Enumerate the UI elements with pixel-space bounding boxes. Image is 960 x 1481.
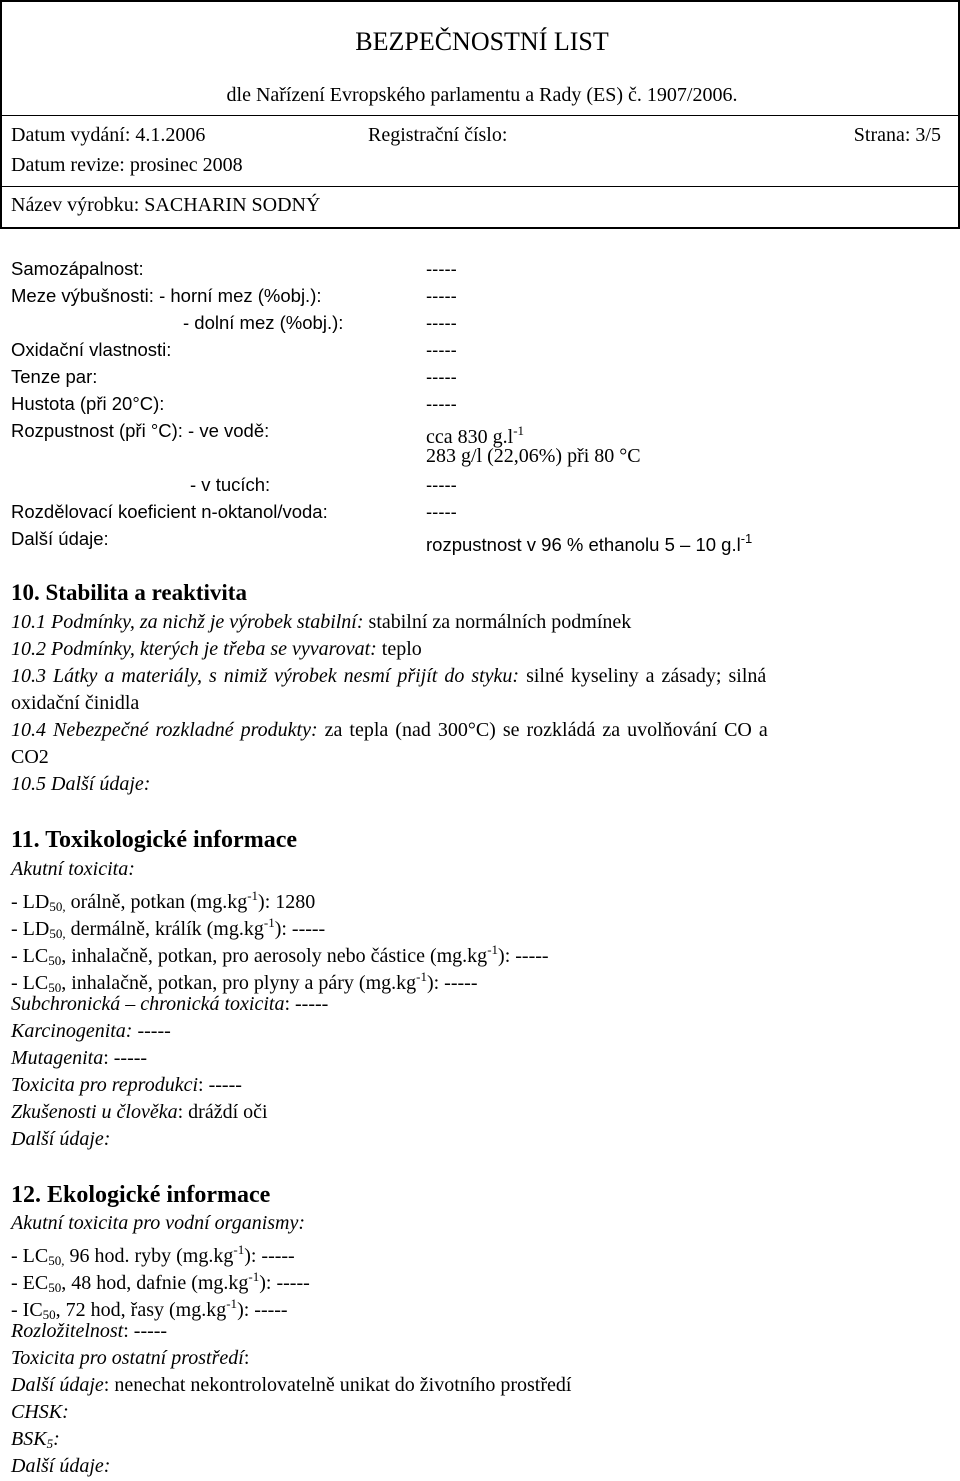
item-text: - LD [11,891,50,913]
ecotox-item: CHSK: [11,1401,69,1423]
paragraph [11,718,768,742]
item-label: Subchronická – chronická toxicita [11,993,285,1015]
property-value: ----- [426,312,457,333]
item-sub: 5 [46,1436,54,1451]
item-sub: 50 [48,953,62,968]
item-text: orálně, potkan (mg.kg [65,891,248,913]
paragraph-value: stabilní za normálních podmínek [363,611,632,633]
item-text: - IC [11,1299,43,1321]
paragraph-label: Další údaje: [11,1455,111,1477]
item-text: , 48 hod, dafnie (mg.kg [61,1272,249,1294]
item-value: : ----- [284,993,329,1015]
item-text: - LC [11,972,49,994]
property-value [426,527,752,557]
item-text: - EC [11,1272,49,1294]
item-label: Karcinogenita: [11,1020,133,1042]
item-text: ): ----- [259,1272,310,1294]
item-text: , 72 hod, řasy (mg.kg [55,1299,227,1321]
property-label: Hustota (při 20°C): [11,393,165,414]
item-text: 96 hod. ryby (mg.kg [64,1245,234,1267]
property-value: ----- [426,501,457,522]
item-sub: 50, [49,926,66,941]
property-label: - v tucích: [190,474,271,495]
property-label: Rozdělovací koeficient n-oktanol/voda: [11,501,328,522]
item-label: : [53,1428,60,1450]
item-text: ): ----- [237,1299,288,1321]
solubility-value-sup: -1 [513,423,525,438]
page-number: Strana: 3/5 [853,124,941,146]
property-label: Rozpustnost (při °C): - ve vodě: [11,420,270,441]
paragraph-continuation: oxidační činidla [11,692,140,714]
section-heading: 12. Ekologické informace [11,1182,271,1208]
item-sub: 50, [49,899,66,914]
item-sub: 50, [48,1253,65,1268]
item-sub: 50 [48,980,62,995]
property-value: ----- [426,285,457,306]
section-heading: 11. Toxikologické informace [11,827,298,853]
property-label: Tenze par: [11,366,98,387]
ecotox-item [11,1373,571,1397]
document-title: BEZPEČNOSTNÍ LIST [355,27,609,56]
registration-number: Registrační číslo: [368,124,508,146]
item-sup: -1 [247,888,259,903]
item-value: : [243,1347,250,1369]
toxicity-item [11,1073,242,1097]
toxicity-item [11,992,328,1016]
property-value: ----- [426,339,457,360]
item-text: ): ----- [498,945,549,967]
item-sup: -1 [248,1269,260,1284]
item-label: Rozložitelnost [11,1320,124,1342]
paragraph-value: za tepla (nad 300°C) se rozkládá za uvolňování CO a [317,719,768,741]
item-sup: -1 [487,942,499,957]
item-text: ): ----- [274,918,326,940]
paragraph-value: teplo [376,638,422,660]
section-heading: 10. Stabilita a reaktivita [11,580,247,605]
ecotox-item [11,1346,249,1370]
paragraph-label: 10.4 Nebezpečné rozkladné produkty: [11,719,318,741]
item-label: Zkušenosti u člověka [11,1101,178,1123]
item-text: - LC [11,945,49,967]
paragraph [11,664,766,688]
paragraph-label: Akutní toxicita pro vodní organismy: [11,1212,306,1234]
item-value: : dráždí oči [177,1101,268,1123]
paragraph-value: silné kyseliny a zásady; silná [519,665,767,687]
property-label: Další údaje: [11,528,109,549]
property-value: ----- [426,258,457,279]
item-text: ): 1280 [258,891,316,913]
ecotox-item [11,1319,167,1343]
product-name: Název výrobku: SACHARIN SODNÝ [11,194,321,216]
property-label: - dolní mez (%obj.): [183,312,344,333]
item-sup: -1 [416,969,427,984]
paragraph-continuation: CO2 [11,746,49,768]
item-value: : ----- [103,1047,148,1069]
paragraph-label: Další údaje: [11,1128,111,1150]
document-header [0,0,960,229]
document-subtitle: dle Nařízení Evropského parlamentu a Rady (ES) č. 1907/2006. [226,84,738,106]
paragraph-label: 10.3 Látky a materiály, s nimiž výrobek nesmí přijít do styku: [11,665,520,687]
item-text: dermálně, králík (mg.kg [65,918,264,940]
item-value: : nenechat nekontrolovatelně unikat do životního prostředí [103,1374,572,1396]
item-sup: -1 [226,1296,238,1311]
other-value-sup: -1 [740,531,753,546]
item-sub: 50 [42,1307,56,1322]
property-value: ----- [426,474,457,495]
property-label: Oxidační vlastnosti: [11,339,172,360]
item-text: , inhalačně, potkan, pro plyny a páry (mg.kg [61,972,417,994]
item-text: - LD [11,918,50,940]
solubility-value-text: cca 830 g.l [426,426,514,448]
property-value: 283 g/l (22,06%) při 80 °C [426,445,641,467]
date-issued: Datum vydání: 4.1.2006 [11,124,206,146]
paragraph-label: 10.5 Další údaje: [11,773,151,795]
toxicity-item [11,1100,268,1124]
item-label: Mutagenita [11,1047,104,1069]
item-sub: 50 [48,1280,62,1295]
item-text: ): ----- [426,972,478,994]
item-value: ----- [132,1020,171,1042]
header-divider [2,115,960,116]
item-text: , inhalačně, potkan, pro aerosoly nebo částice (mg.kg [61,945,488,967]
item-label: Další údaje [11,1374,104,1396]
ecotox-item [11,1427,60,1456]
paragraph-label: 10.2 Podmínky, kterých je třeba se vyvarovat: [11,638,377,660]
item-value: : ----- [198,1074,242,1096]
property-label: Meze výbušnosti: - horní mez (%obj.): [11,285,322,306]
paragraph [11,610,631,634]
item-label: BSK [11,1428,47,1450]
property-value: ----- [426,366,457,387]
item-sup: -1 [263,915,275,930]
item-text: ): ----- [244,1245,295,1267]
toxicity-item [11,1019,171,1043]
toxicity-item [11,1046,147,1070]
paragraph-label: Akutní toxicita: [11,858,135,880]
date-revised: Datum revize: prosinec 2008 [11,154,243,176]
item-value: : ----- [123,1320,168,1342]
property-label: Samozápalnost: [11,258,144,279]
item-text: - LC [11,1245,49,1267]
item-label: Toxicita pro reprodukci [11,1074,199,1096]
other-value-text: rozpustnost v 96 % ethanolu 5 – 10 g.l [426,534,741,555]
property-value: ----- [426,393,457,414]
paragraph [11,637,422,661]
paragraph-label: 10.1 Podmínky, za nichž je výrobek stabilní: [11,611,364,633]
header-divider [2,186,960,187]
item-label: Toxicita pro ostatní prostředí [11,1347,244,1369]
item-sup: -1 [233,1242,245,1257]
